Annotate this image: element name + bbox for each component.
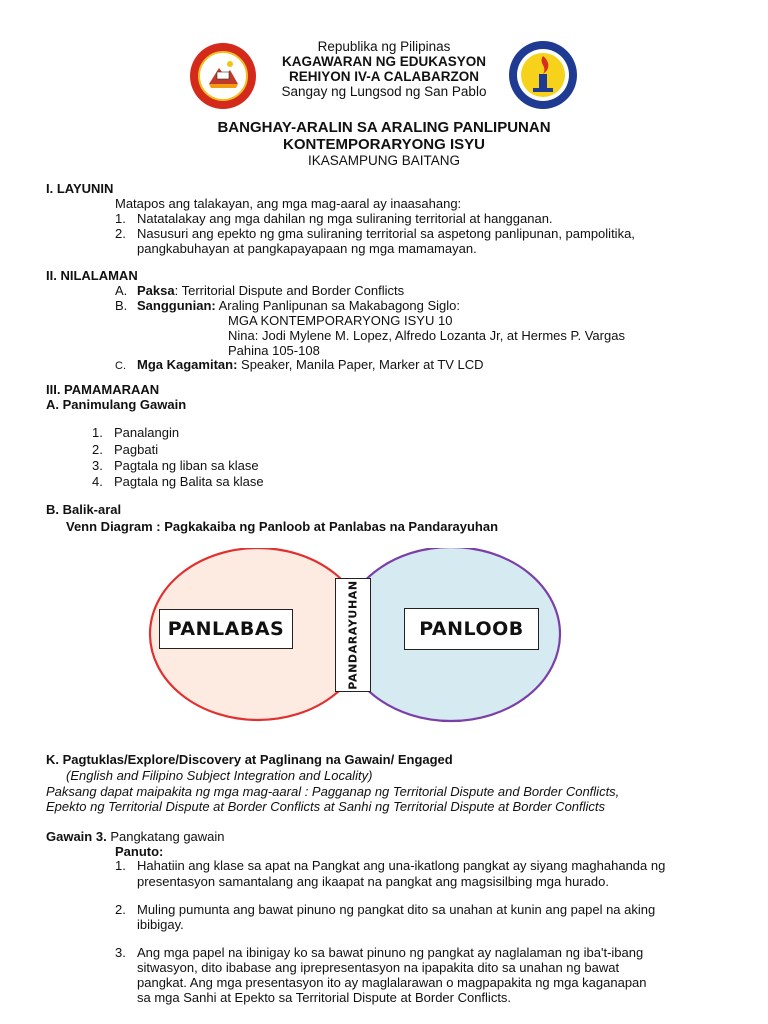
subheading-panimulang-gawain: A. Panimulang Gawain	[46, 397, 187, 412]
subheading-balik-aral: B. Balik-aral	[46, 502, 122, 517]
header-region: REHIYON IV-A CALABARZON	[288, 69, 479, 84]
list-item-continuation: sa mga Sanhi at Epekto sa Territorial Dispute at Border Conflicts.	[137, 990, 512, 1005]
list-item: 1. Panalangin	[92, 425, 180, 440]
list-item-continuation: pangkabuhayan at pangkapayapaan ng mga mamamayan.	[137, 241, 477, 256]
sanggunian-authors: Nina: Jodi Mylene M. Lopez, Alfredo Lozanta Jr, at Hermes P. Vargas	[228, 328, 625, 343]
list-item: 4. Pagtala ng Balita sa klase	[92, 474, 264, 489]
section-k-line1: Paksang dapat maipakita ng mga mag-aaral : Pagganap ng Territorial Dispute and Border Conflicts,	[46, 784, 620, 799]
list-item-continuation: sitwasyon, dito ibabase ang iprepresentasyon na ipapakita dito sa unahan ng bawat	[137, 960, 620, 975]
list-item: 2. Pagbati	[92, 442, 159, 457]
list-item-continuation: ibibigay.	[137, 917, 184, 932]
nilalaman-paksa: A. Paksa: Territorial Dispute and Border Conflicts	[115, 283, 405, 298]
list-item: 3. Ang mga papel na ibinigay ko sa bawat pinuno ng pangkat ay naglalaman ng iba't-ibang	[115, 945, 644, 960]
grade-level: IKASAMPUNG BAITANG	[307, 153, 461, 168]
document-title: BANGHAY-ARALIN SA ARALING PANLIPUNAN	[217, 119, 551, 136]
section-heading-nilalaman: II. NILALAMAN	[46, 268, 138, 283]
section-heading-pamamaraan: III. PAMAMARAAN	[46, 382, 160, 397]
header-division: Sangay ng Lungsod ng San Pablo	[281, 84, 487, 99]
list-item: 3. Pagtala ng liban sa klase	[92, 458, 259, 473]
sanggunian-pages: Pahina 105-108	[228, 343, 320, 358]
header-department: KAGAWARAN NG EDUKASYON	[281, 54, 486, 69]
layunin-intro: Matapos ang talakayan, ang mga mag-aaral ay inaasahang:	[115, 196, 462, 211]
venn-label-pandarayuhan: PANDARAYUHAN	[346, 580, 360, 690]
document-subtitle: KONTEMPORARYONG ISYU	[283, 136, 485, 153]
panuto-label: Panuto:	[115, 844, 164, 859]
venn-label-panloob: PANLOOB	[404, 608, 539, 650]
section-heading-k: K. Pagtuklas/Explore/Discovery at Paglinang na Gawain/ Engaged	[46, 752, 453, 767]
list-item: 2. Muling pumunta ang bawat pinuno ng pangkat dito sa unahan at kunin ang papel na aking	[115, 902, 656, 917]
venn-caption: Venn Diagram : Pagkakaiba ng Panloob at Panlabas na Pandarayuhan	[66, 519, 499, 534]
list-item: 2. Nasusuri ang epekto ng gma suliraning territorial sa aspetong panlipunan, pampolitika,	[115, 226, 635, 241]
sanggunian-book: MGA KONTEMPORARYONG ISYU 10	[228, 313, 453, 328]
section-k-line2: Epekto ng Territorial Dispute at Border Conflicts at Sanhi ng Territorial Dispute at Border Conflicts	[46, 799, 606, 814]
venn-label-pandarayuhan-box	[335, 578, 371, 692]
list-item: 1. Natatalakay ang mga dahilan ng mga suliraning territorial at hangganan.	[115, 211, 553, 226]
header-republic: Republika ng Pilipinas	[317, 39, 451, 54]
section-k-subtitle: (English and Filipino Subject Integration and Locality)	[66, 768, 373, 783]
list-item-continuation: pangkat. Ang mga presentasyon ito ay maglalarawan o magpapakita ng mga kaganapan	[137, 975, 647, 990]
list-item-continuation: presentasyon samantalang ang ikaapat na pangkat ang magsisilbing mga hurado.	[137, 874, 609, 889]
gawain-heading: Gawain 3. Pangkatang gawain	[46, 829, 225, 844]
venn-label-panlabas: PANLABAS	[159, 609, 293, 649]
nilalaman-sanggunian: B. Sanggunian: Araling Panlipunan sa Makabagong Siglo:	[115, 298, 461, 313]
nilalaman-kagamitan: C. Mga Kagamitan: Speaker, Manila Paper, Marker at TV LCD	[115, 357, 484, 372]
list-item: 1. Hahatiin ang klase sa apat na Pangkat ang una-ikatlong pangkat ay siyang maghahanda ng	[115, 858, 666, 873]
section-heading-layunin: I. LAYUNIN	[46, 181, 114, 196]
